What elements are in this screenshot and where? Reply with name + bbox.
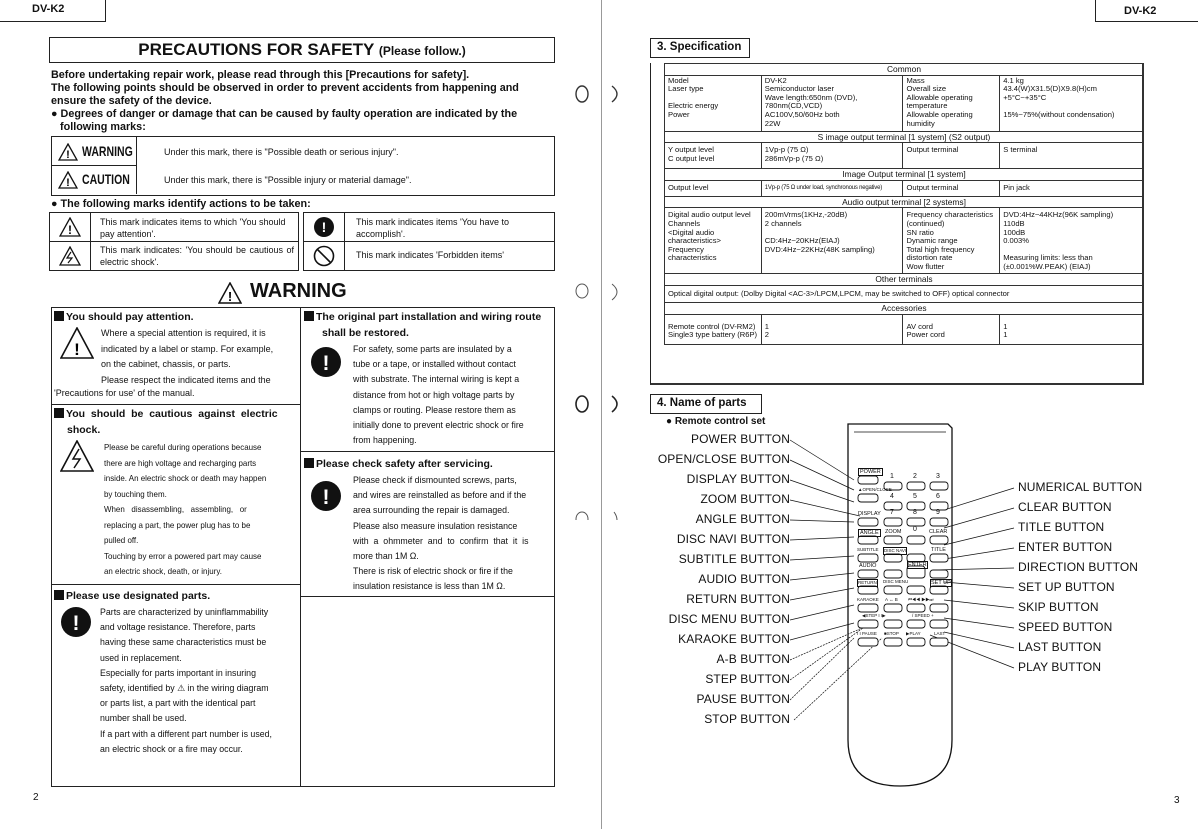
big-warning-text: WARNING	[250, 280, 347, 302]
model-tag-box	[0, 0, 106, 22]
sec4-line: tube or a tape, or installed without contact	[353, 359, 516, 370]
key-caption: 8	[913, 509, 917, 516]
warning-sections-box	[51, 307, 555, 787]
spec-acc-head: Accessories	[665, 302, 1144, 314]
warning-triangle-icon	[218, 282, 242, 304]
key-caption: ⏮◀◀ ▶▶⏭	[908, 597, 934, 602]
sec-divider	[52, 404, 300, 405]
key-caption: SET UP	[931, 580, 951, 586]
label-enter-button: ENTER BUTTON	[1018, 540, 1113, 554]
intro-line: The following points should be observed in order to prevent accidents from happening and	[51, 82, 519, 94]
label-power-button: POWER BUTTON	[691, 432, 790, 446]
column-divider	[300, 308, 301, 786]
warning-mark	[52, 137, 137, 166]
mark4-text: This mark indicates 'Forbidden items'	[356, 250, 504, 260]
key-caption: 1	[890, 473, 894, 480]
sec1-line: Please respect the indicated items and the	[101, 374, 271, 385]
sec2-title: You should be cautious against electric	[66, 408, 278, 420]
caution-mark	[52, 165, 137, 194]
label-setup-button: SET UP BUTTON	[1018, 580, 1115, 594]
page-title	[50, 40, 554, 60]
sec1-body	[101, 326, 297, 388]
key-caption: TITLE	[931, 547, 946, 553]
svg-text:!: !	[227, 289, 233, 304]
label-a-b-button: A-B BUTTON	[716, 652, 790, 666]
electric-shock-icon	[60, 440, 94, 472]
sec2-line: pulled off.	[104, 535, 139, 545]
spec-cell: Remote control (DV-RM2) Single3 type battery (R6P)	[665, 314, 762, 344]
spec-cell: Mass Overall size Allowable operating temperature Allowable operating humidity	[903, 75, 1000, 131]
mark3-text: This mark indicates items 'You have to accomplish'.	[356, 217, 509, 239]
spec-cell: Digital audio output level Channels <Digital audio characteristics> Frequency characteristics	[665, 208, 762, 274]
mark1-text: This mark indicates items to which 'You should pay attention'.	[100, 217, 286, 239]
spec-cell: DVD:4Hz~44KHz(96K sampling) 110dB 100dB 0.003% Measuring limits: less than (±0.001%W.PEAK) (EIAJ)	[1000, 208, 1144, 274]
key-caption: AUDIO	[859, 563, 877, 569]
attention-mark-cell	[50, 213, 91, 242]
label-karaoke-button: KARAOKE BUTTON	[678, 632, 790, 646]
key-caption: 4	[890, 493, 894, 500]
must-do-icon	[310, 346, 342, 378]
sec3-line: and voltage resistance. Therefore, parts	[100, 622, 256, 633]
key-caption: KARAOKE	[857, 597, 879, 602]
label-play-button: PLAY BUTTON	[1018, 660, 1102, 674]
spec-heading: 3. Specification	[657, 41, 742, 53]
binder-holes-left	[572, 80, 592, 520]
danger-levels-box	[51, 136, 555, 196]
bullet-block	[304, 311, 314, 321]
sec5-line: with a ohmmeter and to confirm that it is	[353, 535, 529, 546]
must-mark-cell	[304, 213, 345, 242]
sec4-line: initially done to prevent electric shock or fire	[353, 420, 524, 431]
spec-cell: Pin jack	[1000, 180, 1144, 196]
key-caption: 7	[890, 509, 894, 516]
mark2-text: This mark indicates: 'You should be cautious of electric shock'.	[100, 245, 294, 267]
sec2-line: Please be careful during operations because	[104, 442, 262, 452]
label-speed-button: SPEED BUTTON	[1018, 620, 1113, 634]
spec-cell: AV cord Power cord	[903, 314, 1000, 344]
key-caption: I I PAUSE	[857, 631, 877, 636]
attention-triangle-icon	[59, 217, 81, 237]
key-caption: / SPEED +	[912, 613, 934, 618]
spec-cell: 200mVrms(1KHz,-20dB) 2 channels CD:4Hz~20KHz(EIAJ) DVD:4Hz~22KHz(48K sampling)	[761, 208, 903, 274]
intro-line: Before undertaking repair work, please read through this [Precautions for safety].	[51, 69, 470, 81]
spec-other-head: Other terminals	[665, 274, 1144, 286]
svg-text:!: !	[66, 177, 70, 189]
sec3-line: an electric shock or a fire may occur.	[100, 743, 243, 754]
key-caption: A ↔ B	[885, 597, 898, 602]
sec4-title: The original part installation and wiring route	[316, 311, 542, 323]
label-return-button: RETURN BUTTON	[686, 592, 790, 606]
remote-heading: ● Remote control set	[666, 416, 766, 427]
spec-audio-head: Audio output terminal [2 systems]	[665, 196, 1144, 208]
sec4-line: clamps or routing. Please restore them as	[353, 404, 516, 415]
sec5-line: area surrounding the repair is damaged.	[353, 505, 510, 516]
sec1-line: on the cabinet, chassis, or parts.	[101, 359, 231, 369]
sec3-title: Please use designated parts.	[66, 590, 211, 602]
caution-text: Under this mark, there is "Possible injury or material damage".	[164, 175, 412, 185]
label-title-button: TITLE BUTTON	[1018, 520, 1105, 534]
spec-cell: 4.1 kg 43.4(W)X31.5(D)X9.8(H)cm +5°C~+35°C 15%~75%(without condensation)	[1000, 75, 1144, 131]
spec-imgout-head: Image Output terminal [1 system]	[665, 169, 1144, 181]
sec2-line: inside. An electric shock or death may happen	[104, 473, 267, 483]
key-caption: ENTER	[908, 562, 927, 568]
sec3-line: If a part with a different part number is used,	[100, 728, 272, 739]
svg-text:!: !	[322, 352, 330, 375]
marks-left-box	[49, 212, 299, 271]
sec2-line: Touching by error a powered part may cause	[104, 550, 262, 561]
sec4-title-cont: shall be restored.	[322, 327, 409, 339]
sec2-line: When disassembling, assembling, or	[104, 504, 247, 514]
svg-text:!: !	[74, 340, 80, 359]
spec-cell: Output level	[665, 180, 762, 196]
sec3-line: or parts list, a part with the identical part	[100, 698, 256, 709]
spec-simage-head: S image output terminal [1 system] (S2 output)	[665, 131, 1144, 143]
label-clear-button: CLEAR BUTTON	[1018, 500, 1112, 514]
svg-text:!: !	[68, 223, 72, 237]
page-number: 2	[33, 792, 39, 803]
key-caption: 6	[936, 493, 940, 500]
sec3-line: used in replacement.	[100, 652, 182, 663]
sec-divider	[52, 584, 300, 585]
spec-cell: Y output level C output level	[665, 143, 762, 169]
spec-cell: DV-K2 Semiconductor laser Wave length:650nm (DVD), 780nm(CD,VCD) AC100V,50/60Hz both 22W	[761, 75, 903, 131]
svg-text:!: !	[321, 219, 327, 235]
sec1-line: 'Precautions for use' of the manual.	[54, 388, 195, 398]
sec4-body	[353, 342, 550, 448]
spec-cell: 1Vp-p (75 Ω under load, synchronous negative)	[761, 180, 903, 196]
label-display-button: DISPLAY BUTTON	[686, 472, 790, 486]
label-angle-button: ANGLE BUTTON	[695, 512, 790, 526]
spec-common-head: Common	[665, 64, 1144, 76]
sec3-line: having these same characteristics must be	[100, 637, 267, 648]
sec5-line: insulation resistance is less than 1M Ω.	[353, 581, 506, 592]
warning-triangle-icon	[58, 143, 78, 161]
label-direction-button: DIRECTION BUTTON	[1018, 560, 1139, 574]
sec5-body	[353, 473, 550, 595]
key-caption: LAST	[934, 631, 946, 636]
sec2-line: replacing a part, the power plug has to be	[104, 519, 251, 530]
key-caption: CLEAR	[929, 529, 948, 535]
key-caption: DISC NAVI	[884, 548, 907, 553]
spec-cell: Frequency characteristics (continued) SN ratio Dynamic range Total high frequency distortion rate Wow flutter	[903, 208, 1000, 274]
spec-cell: 1 1	[1000, 314, 1144, 344]
sec-divider	[301, 451, 554, 452]
sec4-line: with substrate. The internal wiring is kept a	[353, 374, 520, 385]
sec2-line: by touching them.	[104, 488, 167, 499]
sec5-heading	[304, 458, 493, 470]
page-title-text: PRECAUTIONS FOR SAFETY	[138, 40, 375, 59]
label-audio-button: AUDIO BUTTON	[698, 572, 790, 586]
label-step-button: STEP BUTTON	[705, 672, 790, 686]
forbidden-icon	[313, 245, 335, 267]
must-do-icon	[60, 606, 92, 638]
key-caption: ◀STEP I I▶	[862, 613, 886, 618]
warning-label: WARNING	[82, 143, 133, 159]
sec3-line: Parts are characterized by uninflammability	[100, 607, 269, 617]
spec-cell: 1 2	[761, 314, 903, 344]
sec3-line: Especially for parts important in insuring	[100, 667, 256, 678]
sec4-heading	[304, 311, 552, 323]
sec3-body	[100, 605, 298, 757]
key-caption: 5	[913, 493, 917, 500]
label-numerical-button: NUMERICAL BUTTON	[1018, 480, 1143, 494]
electric-shock-icon	[59, 246, 81, 266]
spec-cell: Optical digital output: (Dolby Digital <AC-3>/LPCM,LPCM, may be switched to OFF) optical connector	[665, 285, 1144, 302]
sec4-line: For safety, some parts are insulated by a	[353, 344, 512, 354]
sec5-line: There is risk of electric shock or fire if the	[353, 566, 513, 577]
spec-cell: Model Laser type Electric energy Power	[665, 75, 762, 131]
key-caption: SUBTITLE	[857, 547, 879, 552]
bullet-block	[54, 311, 64, 321]
right-page	[600, 0, 1198, 829]
sec2-line: there are high voltage and recharging parts	[104, 457, 257, 468]
parts-heading: 4. Name of parts	[657, 397, 747, 409]
spec-cell: 1Vp-p (75 Ω) 286mVp-p (75 Ω)	[761, 143, 903, 169]
key-caption: POWER	[860, 469, 881, 475]
label-last-button: LAST BUTTON	[1018, 640, 1102, 654]
svg-text:!: !	[72, 612, 80, 635]
sec5-line: and wires are reinstalled as before and if the	[353, 490, 527, 501]
must-do-icon	[310, 480, 342, 512]
label-disc-navi-button: DISC NAVI BUTTON	[676, 532, 790, 546]
key-caption: 3	[936, 473, 940, 480]
caution-triangle-icon	[58, 171, 78, 189]
bullet-block	[54, 408, 64, 418]
sec2-body	[104, 440, 288, 580]
shock-mark-cell	[50, 242, 91, 270]
sec4-line: distance from hot or high voltage parts by	[353, 389, 515, 400]
key-caption: ANGLE	[860, 530, 879, 536]
sec2-title-cont: shock.	[67, 424, 101, 436]
spec-cell: S terminal	[1000, 143, 1144, 169]
key-caption: ZOOM	[885, 529, 902, 535]
label-skip-button: SKIP BUTTON	[1018, 600, 1099, 614]
label-subtitle-button: SUBTITLE BUTTON	[678, 552, 790, 566]
intro-line: ● Degrees of danger or damage that can be caused by faulty operation are indicated by the	[51, 108, 518, 120]
svg-text:!: !	[322, 486, 330, 509]
spec-cell: Output terminal	[903, 143, 1000, 169]
spec-heading-box	[650, 38, 750, 58]
caution-label: CAUTION	[82, 171, 130, 187]
key-caption: 0	[913, 526, 917, 533]
bullet-block	[54, 590, 64, 600]
key-caption: DISC MENU	[883, 579, 909, 584]
page-title-sub: (Please follow.)	[378, 44, 466, 58]
intro-block	[51, 69, 556, 134]
sec2-line: an electric shock, death, or injury.	[104, 566, 222, 576]
label-stop-button: STOP BUTTON	[704, 712, 790, 726]
sec4-line: from happening.	[353, 435, 417, 446]
sec5-line: Please also measure insulation resistance	[353, 520, 518, 531]
title-box	[49, 37, 555, 63]
intro-line: following marks:	[51, 121, 146, 133]
sec1-title: You should pay attention.	[66, 311, 194, 323]
spec-table	[664, 63, 1144, 345]
page-number: 3	[1174, 795, 1180, 806]
sec2-heading	[54, 408, 298, 420]
marks-heading: ● The following marks identify actions to be taken:	[51, 198, 311, 210]
key-caption: DISPLAY	[858, 511, 881, 517]
label-pause-button: PAUSE BUTTON	[696, 692, 790, 706]
sec3-heading	[54, 590, 210, 602]
bullet-block	[304, 458, 314, 468]
sec5-line: Please check if dismounted screws, parts,	[353, 475, 517, 485]
sec-divider	[301, 596, 554, 597]
sec1-heading	[54, 311, 194, 323]
model-tag: DV-K2	[32, 3, 65, 15]
model-tag-box	[1095, 0, 1198, 22]
marks-right-box	[303, 212, 555, 271]
sec3-line: number shall be used.	[100, 713, 187, 724]
attention-triangle-icon	[60, 327, 94, 359]
sec5-line: more than 1M Ω.	[353, 551, 419, 562]
label-open-close-button: OPEN/CLOSE BUTTON	[657, 452, 790, 466]
label-disc-menu-button: DISC MENU BUTTON	[668, 612, 790, 626]
sec3-line: safety, identified by ⚠ in the wiring diagram	[100, 683, 269, 694]
key-caption: 9	[936, 509, 940, 516]
key-caption: ▶PLAY	[906, 631, 921, 636]
key-caption: 2	[913, 473, 917, 480]
key-caption: ▲OPEN/CLOSE	[858, 487, 892, 492]
sec5-title: Please check safety after servicing.	[316, 458, 493, 470]
key-caption: ■STOP	[884, 631, 899, 636]
svg-text:!: !	[66, 149, 70, 161]
sec1-line: indicated by a label or stamp. For example,	[101, 343, 274, 354]
remote-key-captions	[600, 410, 1198, 670]
forbidden-mark-cell	[304, 242, 345, 270]
key-caption: RETURN	[858, 580, 877, 585]
label-zoom-button: ZOOM BUTTON	[700, 492, 790, 506]
must-do-icon	[313, 216, 335, 238]
warning-text: Under this mark, there is "Possible death or serious injury".	[164, 147, 399, 157]
spec-cell: Output terminal	[903, 180, 1000, 196]
model-tag: DV-K2	[1124, 5, 1157, 17]
sec1-line: Where a special attention is required, it is	[101, 328, 266, 338]
intro-line: ensure the safety of the device.	[51, 95, 212, 107]
